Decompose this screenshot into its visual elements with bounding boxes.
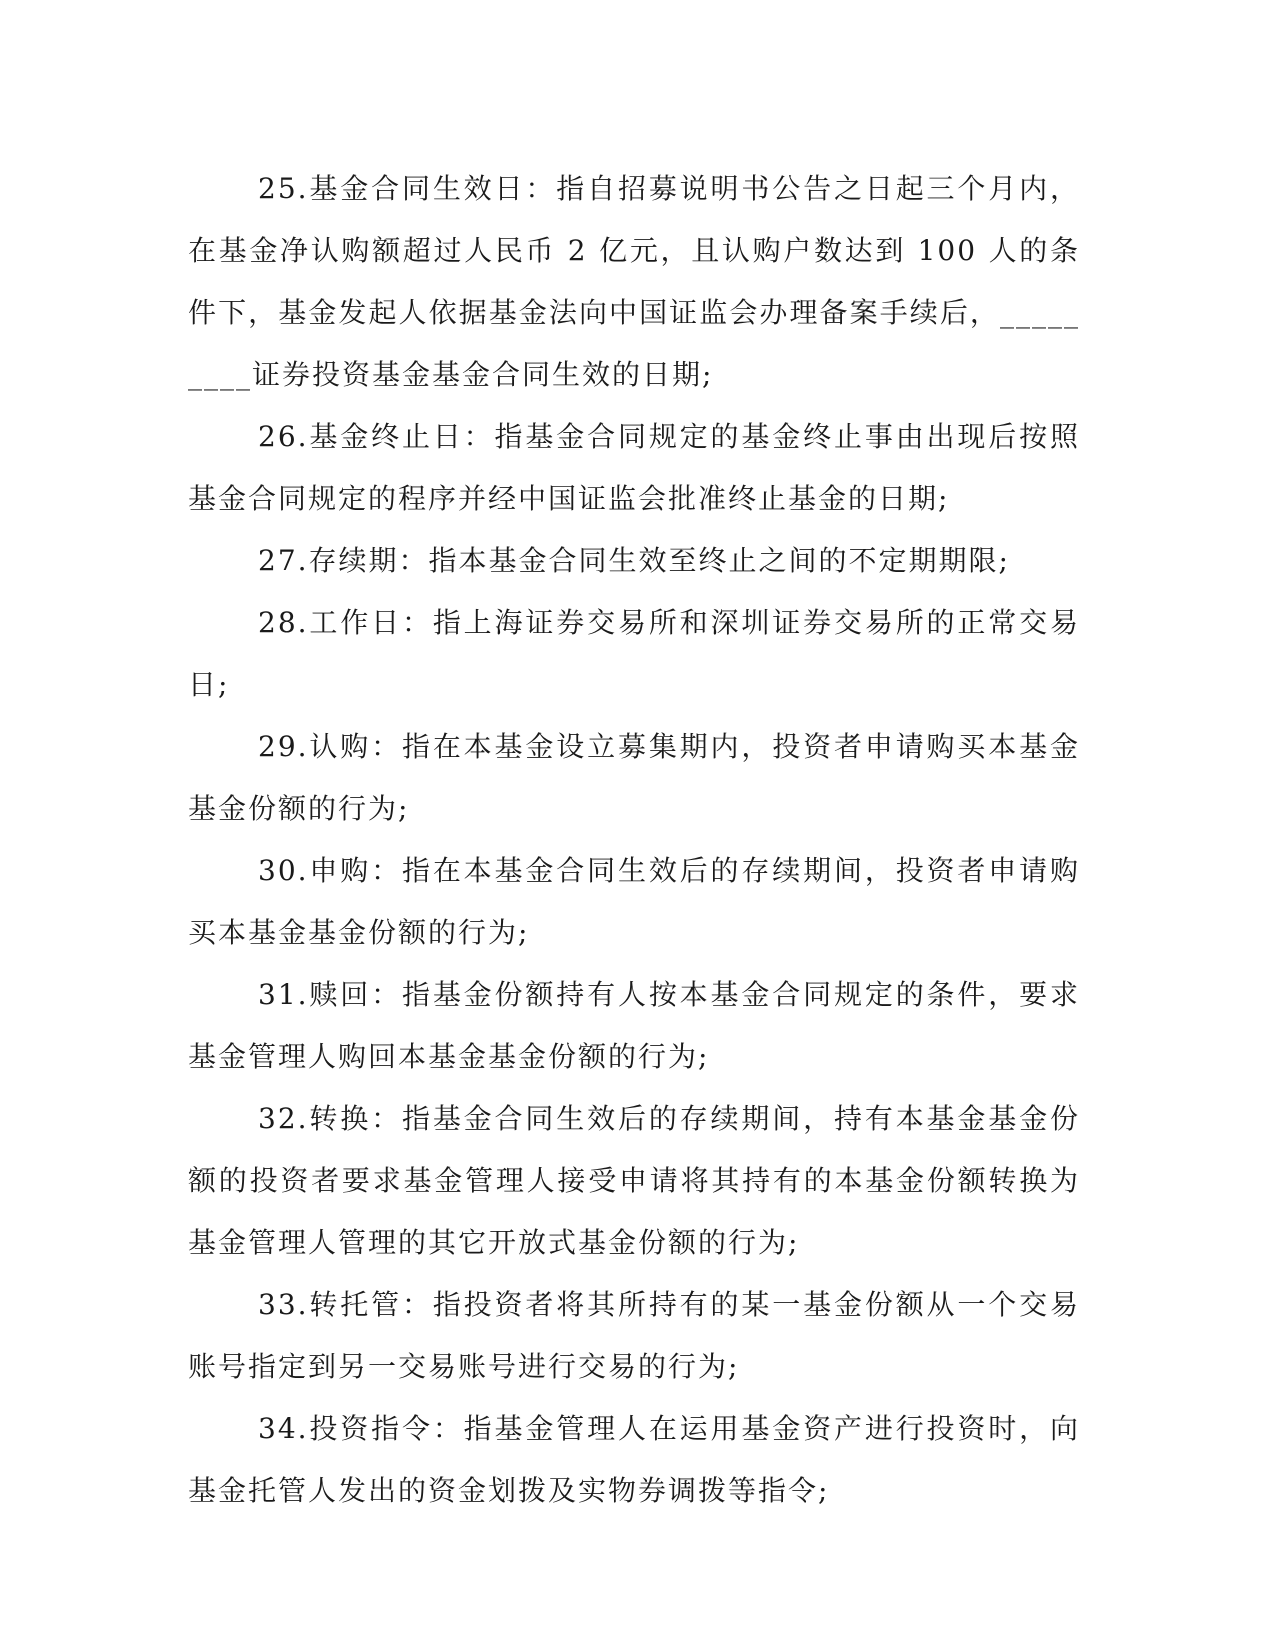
paragraph-29: 29.认购：指在本基金设立募集期内，投资者申请购买本基金基金份额的行为; [188,730,1080,825]
paragraph-26: 26.基金终止日：指基金合同规定的基金终止事由出现后按照基金合同规定的程序并经中国证监会批准终止基金的日期; [188,420,1080,515]
paragraph-33: 33.转托管：指投资者将其所持有的某一基金份额从一个交易账号指定到另一交易账号进行交易的行为; [188,1288,1080,1383]
paragraph-27: 27.存续期：指本基金合同生效至终止之间的不定期期限; [258,544,1010,577]
document-body [188,158,1080,1522]
paragraph-30: 30.申购：指在本基金合同生效后的存续期间，投资者申请购买本基金基金份额的行为; [188,854,1080,949]
paragraph-32: 32.转换：指基金合同生效后的存续期间，持有本基金基金份额的投资者要求基金管理人接受申请将其持有的本基金份额转换为基金管理人管理的其它开放式基金份额的行为; [188,1102,1080,1259]
paragraph-34: 34.投资指令：指基金管理人在运用基金资产进行投资时，向基金托管人发出的资金划拨及实物券调拨等指令; [188,1412,1080,1507]
paragraph-25: 25.基金合同生效日：指自招募说明书公告之日起三个月内，在基金净认购额超过人民币 2 亿元，且认购户数达到 100 人的条件下，基金发起人依据基金法向中国证监会办理备案手续后，_________证券投资基金基金合同生效的日期; [188,172,1080,391]
paragraph-31: 31.赎回：指基金份额持有人按本基金合同规定的条件，要求基金管理人购回本基金基金份额的行为; [188,978,1080,1073]
paragraph-28: 28.工作日：指上海证券交易所和深圳证券交易所的正常交易日; [188,606,1080,701]
